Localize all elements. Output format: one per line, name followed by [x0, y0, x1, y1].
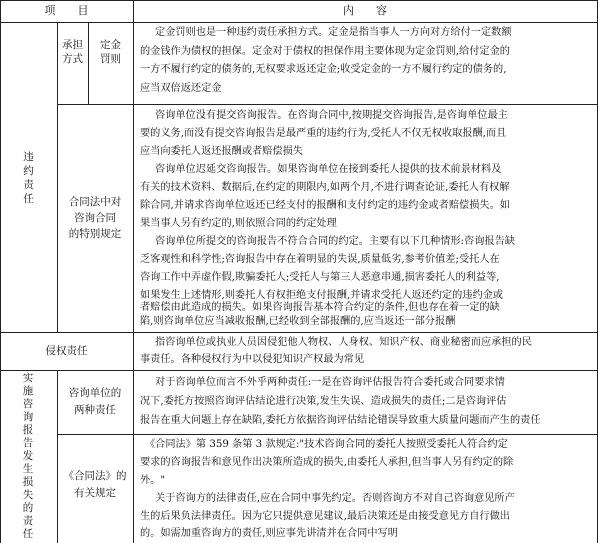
label-char: 任 [23, 193, 34, 205]
label-line: 的特别规定 [68, 228, 122, 240]
special-content-line: 乏客观性和科学性;咨询报告中存在着明显的失误,质量低劣,参考价值差;受托人在 [140, 254, 500, 265]
two-resp-content-line: 报告在重大问题上存在缺陷,委托方依据咨询评估结论错误导致重大质量问题而产生的责任 [140, 415, 541, 426]
label-line: 《合同法》的 [63, 470, 127, 482]
left-border [0, 0, 1, 543]
loss-section-label [14, 372, 42, 541]
tort-content-line: 指咨询单位或执业人员因侵犯他人物权、人身权、知识产权、商业秘密而应承担的民 [155, 337, 532, 348]
law-content-line: 外。" [140, 475, 166, 486]
law-content-line: 的。如需加重咨询方的责任,则应事先讲清并在合同中写明 [140, 528, 398, 539]
label-char: 施 [22, 385, 34, 397]
label-line: 两种责任 [74, 404, 116, 416]
two-responsibilities-label [57, 385, 133, 419]
dingjin-content-line: 一方不履行约定的债务的,无权要求返还定金;收受定金的一方不履行约定的债务的, [140, 64, 507, 75]
violation-section-label [0, 150, 57, 206]
label-char: 损 [22, 476, 34, 488]
label-char: 失 [22, 489, 34, 501]
label-char: 报 [22, 424, 34, 436]
label-line: 承担 [62, 39, 83, 51]
label-char: 告 [22, 437, 34, 449]
special-content-line: 果当事人另有约定的,则依照合同的约定处理 [140, 218, 337, 229]
special-content-line: 咨询单位没有提交咨询报告。在咨询合同中,按期提交咨询报告,是咨询单位最主 [155, 110, 508, 121]
violation-label-divider [57, 22, 58, 332]
dingjin-content-line: 的金钱作为债权的担保。定金对于债权的担保作用主要体现为定金罚则,给付定金的 [140, 46, 510, 57]
label-char: 询 [22, 411, 34, 423]
label-line: 咨询合同 [74, 212, 116, 224]
special-content-line: 要的义务,而没有提交咨询报告是最严重的违约行为,受托人不仅无权收取报酬,而且 [140, 128, 507, 139]
section-divider-tort-top [0, 332, 598, 333]
special-content-line: 咨询单位所提交的咨询报告不符合合同的约定。主要有以下几种情形:咨询报告缺 [155, 236, 515, 247]
law-content-line: 《合同法》第 359 条第 3 款规定:"技术咨询合同的委托人按照受委托人符合约定 [145, 439, 508, 450]
row-divider-dingjin [57, 104, 598, 105]
special-content-line: 者赔偿由此造成的损失。如果咨询报告基本符合约定的条件,但也存在着一定的缺 [140, 302, 500, 313]
law-content-line: 要求的咨询报告和意见作出决策所造成的损失,由委托人承担,但当事人另有约定的除 [140, 457, 514, 468]
special-content-line: 咨询工作中弄虚作假,欺骗委托人;受托人与第三人恶意串通,损害委托人的利益等, [140, 272, 500, 283]
label-line: 咨询单位的 [68, 387, 122, 399]
label-char: 发 [22, 450, 34, 462]
special-content-line: 除合同,并请求咨询单位返还已经支付的报酬和支付约定的违约金或者赔偿损失。如 [140, 200, 510, 211]
two-resp-content-line: 对于咨询单位而言不外乎两种责任:一是在咨询评估报告符合委托或合同要求情 [155, 377, 505, 388]
special-provisions-label [57, 194, 133, 242]
content-divider-tort [133, 332, 134, 370]
two-resp-content-line: 况下,委托方按照咨询评估结论进行决策,发生失误、造成损失的责任;二是咨询评估 [140, 396, 507, 407]
label-line: 合同法中对 [68, 196, 122, 208]
table-top-border [0, 0, 598, 1]
label-line: 有关规定 [74, 487, 116, 499]
tort-label: 侵权责任 [45, 345, 88, 357]
dingjin-side-label [57, 38, 88, 66]
tort-content-line: 事责任。各种侵权行为中以侵犯知识产权最为常见 [140, 354, 365, 365]
label-char: 约 [23, 165, 34, 177]
special-content-line: 咨询单位迟延交咨询报告。如果咨询单位在接到委托人提供的技术前景材料及 [155, 164, 502, 175]
content-divider-violation [133, 22, 134, 332]
dingjin-content-line: 定金罚则也是一种违约责任承担方式。定金是指当事人一方向对方给付一定数额 [155, 27, 512, 38]
label-char: 违 [23, 151, 34, 163]
row-divider-two-resp [57, 434, 598, 435]
dingjin-content-line: 应当双倍返还定金 [140, 83, 222, 94]
header-item-label: 项 目 [44, 4, 89, 17]
label-char: 实 [22, 372, 34, 384]
label-line: 定金 [100, 39, 121, 51]
law-content-line: 关于咨询方的法律责任,应在合同中事先约定。否则咨询方不对自己咨询意见所产 [155, 493, 515, 504]
label-line: 方式 [62, 53, 83, 65]
label-line: 罚则 [100, 53, 121, 65]
special-content-line: 陷,则咨询单位应当减收报酬,已经收到全部报酬的,应当返还一部分报酬 [140, 316, 456, 327]
label-char: 咨 [22, 398, 34, 410]
label-char: 责 [23, 179, 34, 191]
dingjin-label [88, 38, 133, 66]
header-bottom-border [0, 22, 598, 23]
label-char: 任 [22, 528, 34, 540]
special-content-line: 如果发生上述情形,则委托人有权拒绝支付报酬,并请求受托人返还约定的违约金或 [140, 290, 504, 301]
special-content-line: 应当向委托人返还报酬或者赔偿损失 [140, 146, 303, 157]
section-divider-tort-bottom [0, 370, 598, 371]
content-divider-loss [133, 370, 134, 543]
special-content-line: 有关的技术资料、数据后,在约定的期限内,如两个月,不进行调查论证,委托人有权解 [140, 182, 510, 193]
label-char: 的 [22, 502, 34, 514]
header-content-label: 内 容 [343, 4, 387, 17]
label-char: 生 [22, 463, 34, 475]
contract-law-label [57, 468, 133, 502]
label-char: 责 [22, 515, 34, 527]
law-content-line: 生的后果负法律责任。因为它只提供意见建议,最后决策还是由接受意见方自行做出 [140, 511, 510, 522]
